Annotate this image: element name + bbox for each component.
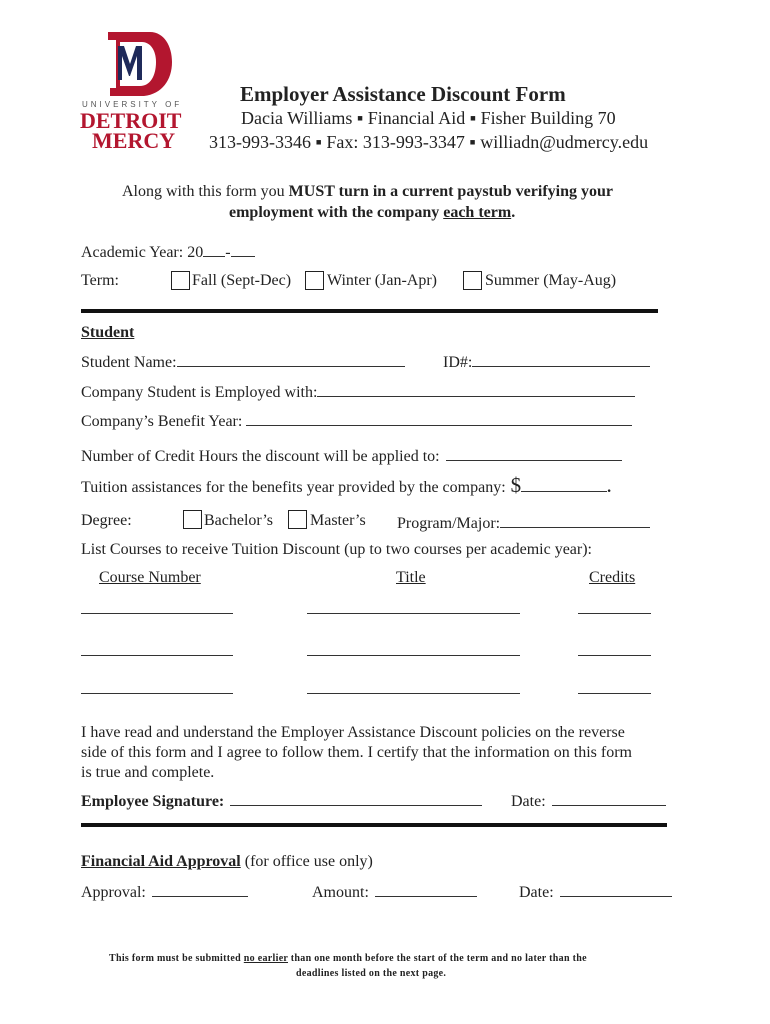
- academic-year-field: Academic Year: 20 -: [81, 241, 255, 262]
- program-input[interactable]: [500, 512, 650, 528]
- paystub-notice-line-1: Along with this form you MUST turn in a current paystub verifying your: [122, 183, 613, 200]
- university-shield-icon: [80, 30, 190, 100]
- term-label: Term:: [81, 272, 119, 289]
- section-divider-top: [81, 309, 658, 313]
- benefit-year-input[interactable]: [246, 410, 632, 426]
- credit-hours-field: Number of Credit Hours the discount will be applied to:: [81, 445, 622, 466]
- student-name-field: Student Name:: [81, 351, 405, 372]
- academic-year-label: Academic Year: 20: [81, 244, 204, 261]
- certification-line-1: I have read and understand the Employer Assistance Discount policies on the reverse: [81, 724, 625, 741]
- degree-bachelors-label: Bachelor’s: [204, 512, 274, 529]
- degree-masters-checkbox[interactable]: [288, 510, 307, 529]
- term-winter-checkbox[interactable]: [305, 271, 324, 290]
- student-id-field: ID#:: [443, 351, 650, 372]
- tuition-input[interactable]: [521, 476, 607, 492]
- course-number-input[interactable]: [81, 598, 233, 614]
- contact-line-2: 313-993-3346 ▪ Fax: 313-993-3347 ▪ williadn@udmercy.edu: [209, 132, 649, 152]
- course-title-input[interactable]: [307, 598, 520, 614]
- tuition-field: Tuition assistances for the benefits year provided by the company: $ .: [81, 473, 612, 497]
- course-credits-input[interactable]: [578, 640, 651, 656]
- company-field: Company Student is Employed with:: [81, 381, 635, 402]
- amount-field: Amount:: [312, 881, 477, 902]
- amount-input[interactable]: [375, 881, 477, 897]
- courses-instructions: List Courses to receive Tuition Discount (up to two courses per academic year):: [81, 541, 592, 558]
- degree-bachelors-checkbox[interactable]: [183, 510, 202, 529]
- company-input[interactable]: [317, 381, 635, 397]
- course-number-header: Course Number: [99, 569, 201, 586]
- employee-signature-field: Employee Signature:: [81, 790, 482, 811]
- signature-date-field: Date:: [511, 790, 666, 811]
- logo-mercy: MERCY: [92, 128, 176, 153]
- approval-date-field: Date:: [519, 881, 672, 902]
- approval-input[interactable]: [152, 881, 248, 897]
- term-winter-label: Winter (Jan-Apr): [327, 272, 437, 289]
- course-title-input[interactable]: [307, 678, 520, 694]
- credit-hours-input[interactable]: [446, 445, 622, 461]
- paystub-notice-line-2: employment with the company each term.: [229, 204, 516, 221]
- course-number-input[interactable]: [81, 678, 233, 694]
- student-id-input[interactable]: [472, 351, 650, 367]
- academic-year-end-blank[interactable]: [231, 241, 255, 257]
- benefit-year-field: Company’s Benefit Year:: [81, 410, 632, 431]
- course-title-input[interactable]: [307, 640, 520, 656]
- logo-detroit: DETROIT: [80, 108, 182, 133]
- financial-aid-title: Financial Aid Approval: [81, 853, 241, 870]
- logo-university-of: UNIVERSITY OF: [82, 100, 183, 109]
- approval-date-input[interactable]: [560, 881, 672, 897]
- term-fall-label: Fall (Sept-Dec): [192, 272, 292, 289]
- term-summer-label: Summer (May-Aug): [485, 272, 617, 289]
- student-section-title: Student: [81, 324, 135, 341]
- approval-field: Approval:: [81, 881, 248, 902]
- term-summer-checkbox[interactable]: [463, 271, 482, 290]
- financial-aid-heading: Financial Aid Approval (for office use only): [81, 853, 373, 870]
- contact-line-1: Dacia Williams ▪ Financial Aid ▪ Fisher Building 70: [241, 108, 616, 128]
- course-credits-input[interactable]: [578, 678, 651, 694]
- degree-masters-label: Master’s: [310, 512, 366, 529]
- footer-note-line-2: deadlines listed on the next page.: [296, 968, 447, 979]
- term-fall-checkbox[interactable]: [171, 271, 190, 290]
- signature-date-input[interactable]: [552, 790, 666, 806]
- certification-line-3: is true and complete.: [81, 764, 215, 781]
- form-title: Employer Assistance Discount Form: [240, 82, 566, 106]
- section-divider-bottom: [81, 823, 667, 827]
- certification-line-2: side of this form and I agree to follow them. I certify that the information on this form: [81, 744, 632, 761]
- title-header: Title: [396, 569, 426, 586]
- university-logo: [80, 30, 190, 155]
- student-name-input[interactable]: [177, 351, 405, 367]
- program-field: Program/Major:: [397, 512, 650, 533]
- academic-year-start-blank[interactable]: [203, 241, 225, 257]
- currency-symbol: $: [510, 473, 522, 497]
- credits-header: Credits: [589, 569, 636, 586]
- employee-signature-input[interactable]: [230, 790, 482, 806]
- footer-note-line-1: This form must be submitted no earlier than one month before the start of the term and no later than the: [109, 953, 587, 964]
- course-number-input[interactable]: [81, 640, 233, 656]
- degree-label: Degree:: [81, 512, 132, 529]
- course-credits-input[interactable]: [578, 598, 651, 614]
